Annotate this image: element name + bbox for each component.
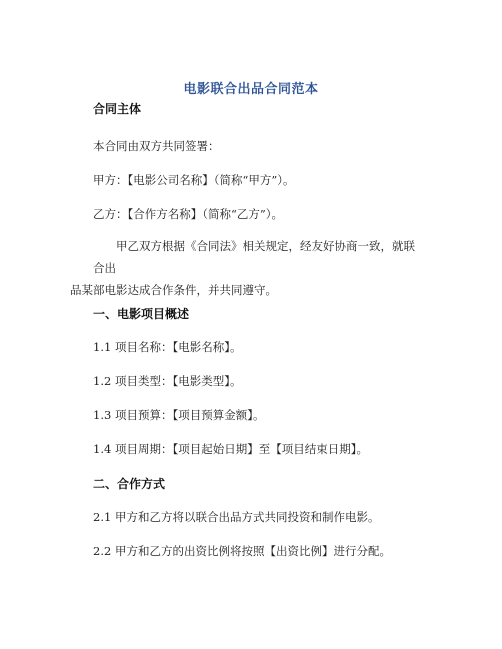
preamble-paragraph: [70, 235, 423, 301]
document-title: 电影联合出品合同范本: [183, 82, 319, 97]
preamble-line-2: 品某部电影达成合作条件，并共同遵守。: [70, 283, 277, 297]
section-heading-project-overview: 一、电影项目概述: [93, 307, 190, 321]
item-1-3: 1.3 项目预算：【项目预算金额】。: [93, 408, 265, 422]
party-b-paragraph: 乙方：【合作方名称】（简称“乙方”）。: [93, 207, 284, 221]
item-1-2: 1.2 项目类型：【电影类型】。: [93, 374, 242, 388]
intro-paragraph: 本合同由双方共同签署：: [93, 139, 220, 153]
party-a-paragraph: 甲方：【电影公司名称】（简称“甲方”）。: [93, 173, 295, 187]
item-2-1: 2.1 甲方和乙方将以联合出品方式共同投资和制作电影。: [93, 510, 380, 524]
section-heading-contract-parties: 合同主体: [93, 102, 142, 116]
preamble-line-1: 甲乙双方根据《合同法》相关规定，经友好协商一致，就联合出: [93, 239, 415, 275]
section-heading-cooperation-method: 二、合作方式: [93, 477, 166, 491]
item-1-1: 1.1 项目名称：【电影名称】。: [93, 340, 242, 354]
item-2-2: 2.2 甲方和乙方的出资比例将按照【出资比例】进行分配。: [93, 544, 391, 558]
item-1-4: 1.4 项目周期：【项目起始日期】至【项目结束日期】。: [93, 442, 368, 456]
